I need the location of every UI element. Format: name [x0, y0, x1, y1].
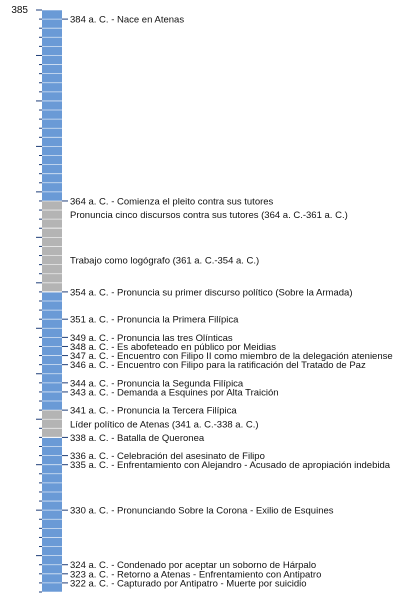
- event-label: 338 a. C. - Batalla de Queronea: [70, 432, 205, 444]
- start-year-label: 385: [11, 5, 28, 16]
- period-label: Líder político de Atenas (341 a. C.-338 a. C.): [70, 419, 259, 431]
- event-label: 341 a. C. - Pronuncia la Tercera Filípica: [70, 405, 237, 417]
- period-label: Trabajo como logógrafo (361 a. C.-354 a. C.): [70, 255, 260, 267]
- event-label: 347 a. C. - Encuentro con Filipo II como miembro de la delegación ateniense: [70, 351, 393, 363]
- event-label: 336 a. C. - Celebración del asesinato de Filipo: [70, 451, 265, 463]
- event-label: 384 a. C. - Nace en Atenas: [70, 14, 185, 26]
- event-label: 335 a. C. - Enfrentamiento con Alejandro - Acusado de apropiación indebida: [70, 460, 391, 472]
- event-label: 322 a. C. - Capturado por Antipatro - Muerte por suicidio: [70, 578, 307, 590]
- event-label: 346 a. C. - Encuentro con Filipo para la ratificación del Tratado de Paz: [70, 360, 366, 372]
- event-label: 349 a. C. - Pronuncia las tres Olínticas: [70, 332, 233, 344]
- event-label: 324 a. C. - Condenado por aceptar un soborno de Hárpalo: [70, 560, 317, 572]
- event-label: 323 a. C. - Retorno a Atenas - Enfrentamiento con Antipatro: [70, 569, 322, 581]
- event-label: 330 a. C. - Pronunciando Sobre la Corona - Exilio de Esquines: [70, 505, 334, 517]
- event-label: 344 a. C. - Pronuncia la Segunda Filípica: [70, 378, 244, 390]
- event-label: 351 a. C. - Pronuncia la Primera Filípica: [70, 314, 239, 326]
- event-label: 343 a. C. - Demanda a Esquines por Alta Traición: [70, 387, 279, 399]
- event-label: 348 a. C. - Es abofeteado en público por Meidias: [70, 341, 276, 353]
- period-label: Pronuncia cinco discursos contra sus tutores (364 a. C.-361 a. C.): [70, 210, 348, 222]
- period-segment: [42, 228, 62, 292]
- period-segment: [42, 410, 62, 437]
- period-segment: [42, 201, 62, 228]
- event-label: 364 a. C. - Comienza el pleito contra sus tutores: [70, 196, 274, 208]
- event-label: 354 a. C. - Pronuncia su primer discurso político (Sobre la Armada): [70, 287, 353, 299]
